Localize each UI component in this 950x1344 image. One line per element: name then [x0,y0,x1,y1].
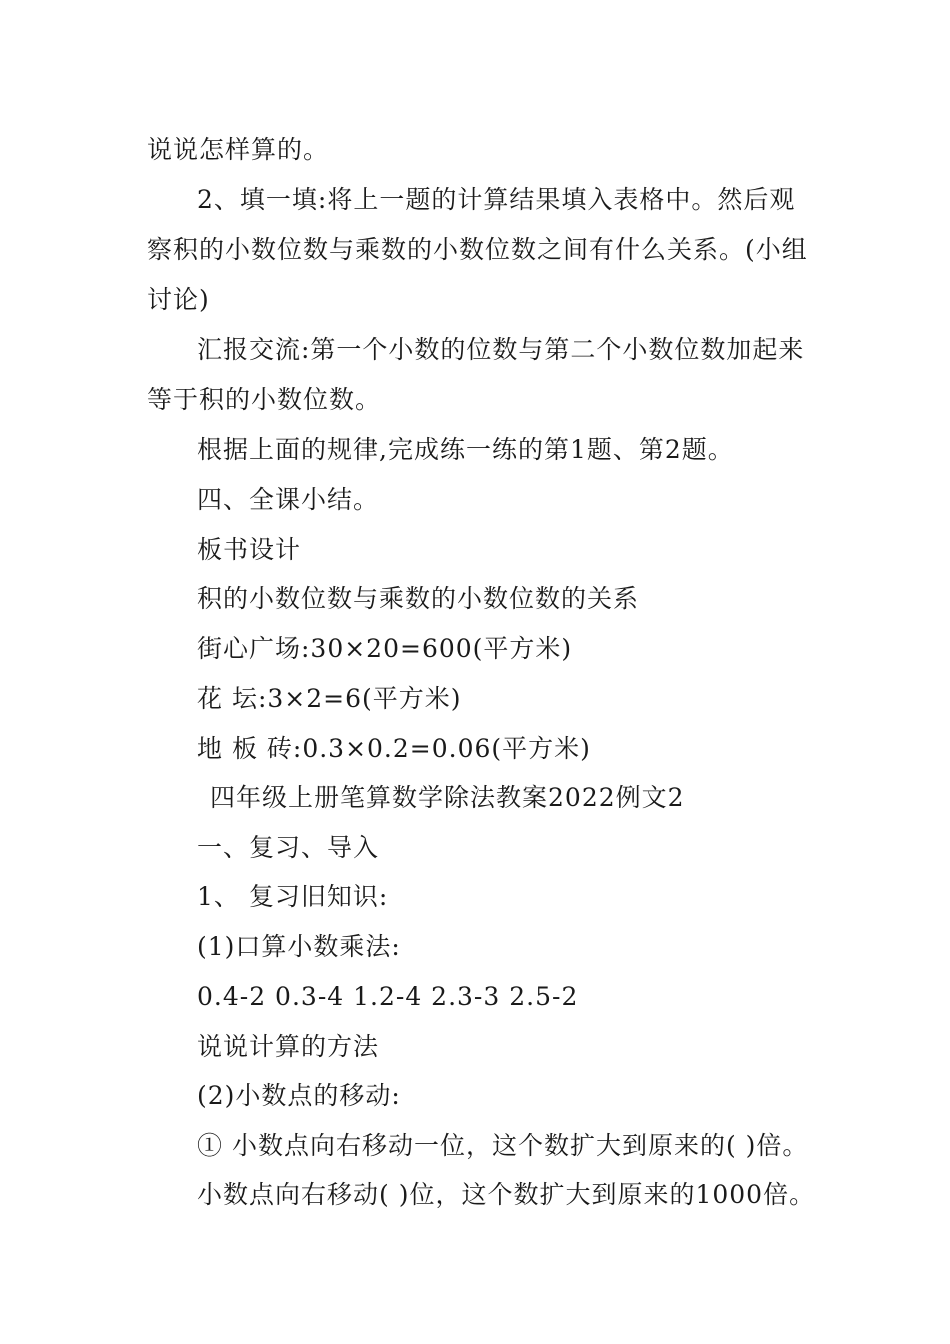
text-line: 小数点向右移动( )位，这个数扩大到原来的1000倍。 [197,1180,816,1209]
text-line: 花 坛:3×2=6(平方米) [197,684,462,713]
text-line: 汇报交流:第一个小数的位数与第二个小数位数加起来 [197,335,805,364]
text-line: 说说怎样算的。 [147,135,330,164]
text-line: 2、填一填:将上一题的计算结果填入表格中。然后观 [197,185,796,214]
text-line: 1、 复习旧知识: [197,882,389,911]
text-line: (1)口算小数乘法: [197,932,401,961]
text-line: 街心广场:30×20=600(平方米) [197,634,573,663]
document-title: 四年级上册笔算数学除法教案2022例文2 [210,783,685,812]
text-line: 积的小数位数与乘数的小数位数的关系 [197,584,640,613]
text-line: 察积的小数位数与乘数的小数位数之间有什么关系。(小组 [147,235,808,264]
text-line: 说说计算的方法 [197,1032,380,1061]
section-heading: 四、全课小结。 [197,485,380,514]
text-line: 0.4-2 0.3-4 1.2-4 2.3-3 2.5-2 [197,982,579,1011]
text-line: ① 小数点向右移动一位，这个数扩大到原来的( )倍。 [197,1131,809,1160]
section-heading: 板书设计 [197,535,302,564]
text-line: (2)小数点的移动: [197,1081,401,1110]
text-line: 地 板 砖:0.3×0.2=0.06(平方米) [197,734,591,763]
text-line: 等于积的小数位数。 [147,385,382,414]
section-heading: 一、复习、导入 [197,833,380,862]
text-line: 根据上面的规律,完成练一练的第1题、第2题。 [197,435,734,464]
text-line: 讨论) [147,285,210,314]
